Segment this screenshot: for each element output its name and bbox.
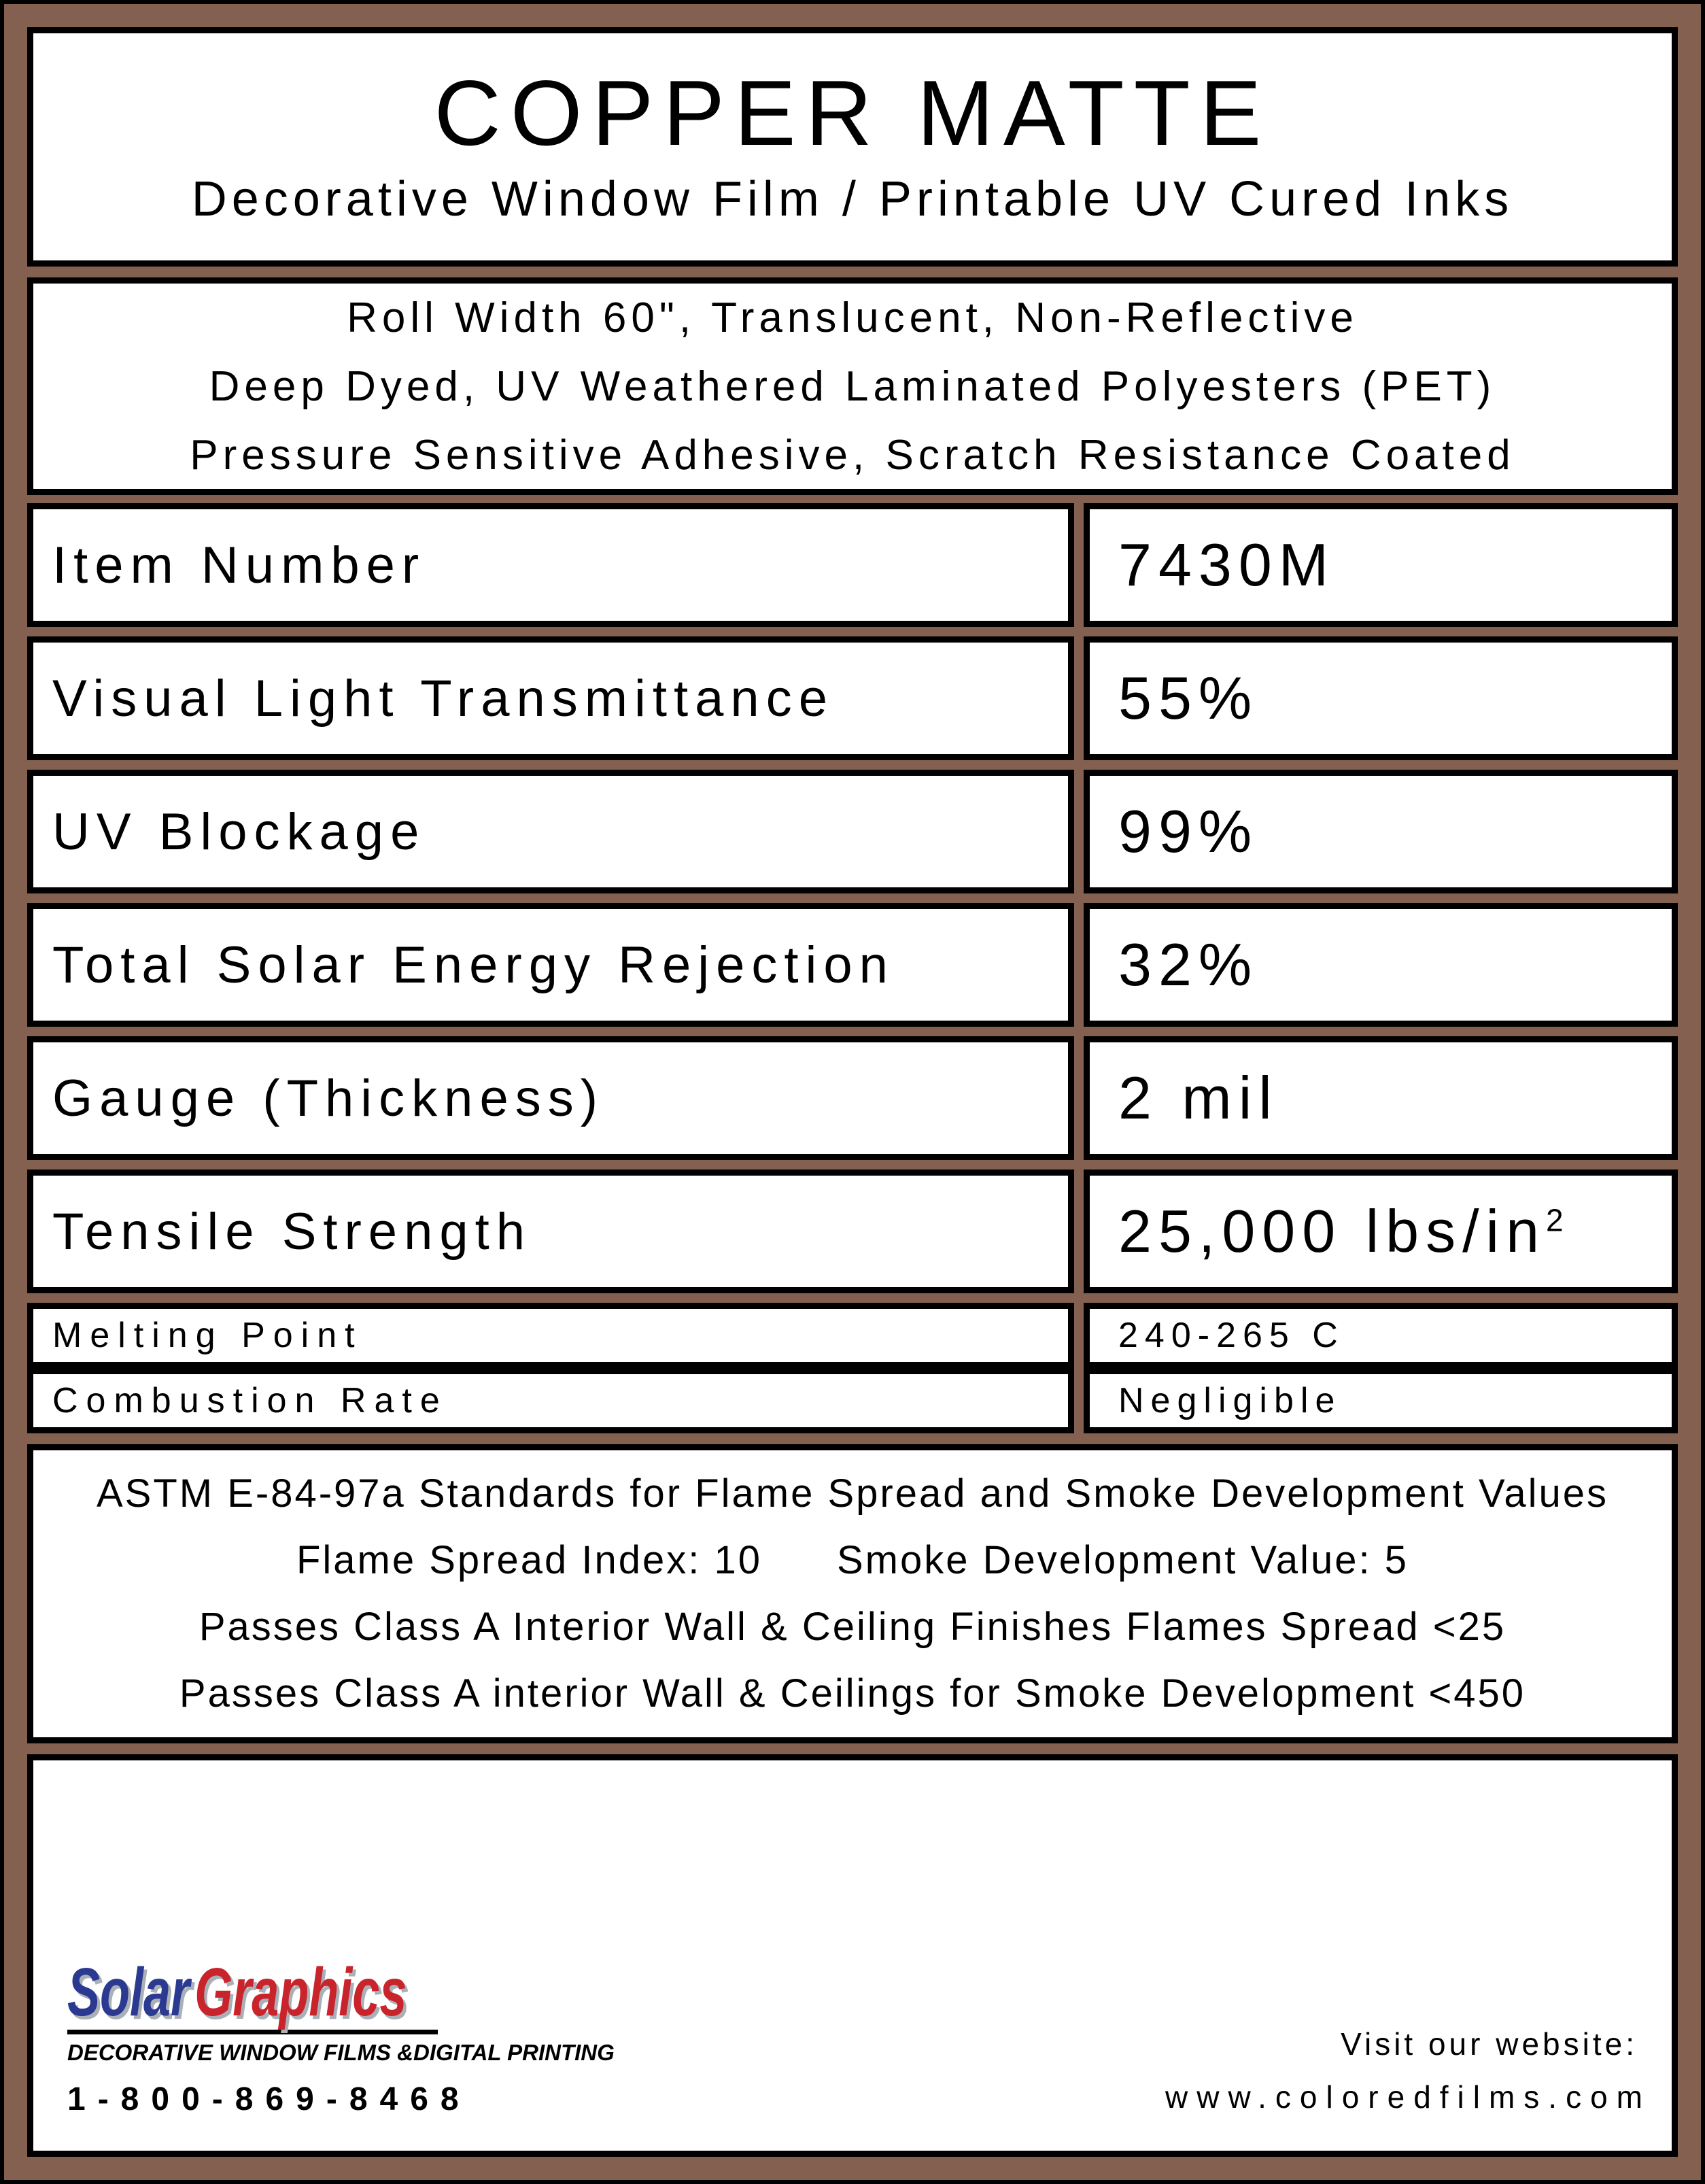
spec-value-cell: [1084, 1368, 1678, 1433]
logo-wordmark: [67, 1954, 407, 2030]
footer-right: [1165, 2026, 1651, 2118]
spec-small-rows: [27, 1303, 1678, 1433]
spec-row-tensile: [27, 1170, 1678, 1293]
spec-value-cell: [1084, 1036, 1678, 1160]
astm-line-4: Passes Class A interior Wall & Ceilings for Smoke Development <450: [179, 1671, 1526, 1716]
logo-word-solar: Solar: [67, 1954, 190, 2030]
spec-row-gauge: [27, 1036, 1678, 1160]
spec-value: 240-265 C: [1118, 1316, 1345, 1355]
spec-value: 2 mil: [1118, 1064, 1279, 1131]
logo-tagline-left: DECORATIVE WINDOW FILMS &: [67, 2040, 414, 2065]
astm-line-1: ASTM E-84-97a Standards for Flame Spread and Smoke Development Values: [96, 1471, 1609, 1516]
spec-value: Negligible: [1118, 1381, 1342, 1420]
description-section: [27, 277, 1678, 495]
spec-row-uv-blockage: [27, 770, 1678, 893]
footer-left: [67, 1954, 615, 2118]
solar-graphics-logo: [67, 1954, 615, 2066]
spec-row-tser: [27, 903, 1678, 1027]
spec-label: Combustion Rate: [52, 1381, 448, 1420]
spec-label-cell: [27, 636, 1074, 760]
spec-label-cell: [27, 1036, 1074, 1160]
spec-value: 55%: [1118, 664, 1259, 732]
spec-label: Total Solar Energy Rejection: [52, 936, 895, 994]
spec-value: 99%: [1118, 798, 1259, 865]
logo-tagline-right: DIGITAL PRINTING: [413, 2040, 615, 2065]
spec-label-cell: [27, 1303, 1074, 1368]
description-line: Deep Dyed, UV Weathered Laminated Polyesters (PET): [209, 362, 1496, 410]
spec-label: UV Blockage: [52, 802, 426, 861]
spec-row-item-number: [27, 503, 1678, 627]
spec-label: Gauge (Thickness): [52, 1069, 605, 1127]
flame-spread-index: Flame Spread Index: 10: [296, 1538, 762, 1582]
spec-label-cell: [27, 503, 1074, 627]
spec-row-vlt: [27, 636, 1678, 760]
header-section: [27, 27, 1678, 267]
spec-row-combustion-rate: [27, 1368, 1678, 1433]
spec-row-melting-point: [27, 1303, 1678, 1368]
astm-section: [27, 1444, 1678, 1743]
spec-value: 25,000 lbs/$in^2$: [1118, 1197, 1565, 1265]
superscript: 2: [1546, 1202, 1565, 1238]
phone-number: 1-800-869-8468: [67, 2081, 471, 2117]
spec-label: Item Number: [52, 536, 426, 594]
spec-value-cell: [1084, 503, 1678, 627]
spec-label-cell: [27, 903, 1074, 1027]
page-title: COPPER MATTE: [434, 61, 1271, 165]
spec-value: 32%: [1118, 931, 1259, 998]
description-line: Roll Width 60", Translucent, Non-Reflective: [347, 294, 1358, 341]
description-line: Pressure Sensitive Adhesive, Scratch Resistance Coated: [190, 431, 1515, 479]
spec-label: Tensile Strength: [52, 1202, 532, 1261]
spec-label-cell: [27, 770, 1074, 893]
astm-line-2: [296, 1527, 1409, 1594]
logo-tagline: [67, 2040, 615, 2066]
logo-word-graphics: Graphics: [194, 1954, 407, 2030]
astm-line-3: Passes Class A Interior Wall & Ceiling Finishes Flames Spread <25: [199, 1605, 1506, 1649]
spec-value-cell: [1084, 903, 1678, 1027]
spec-label: Visual Light Transmittance: [52, 669, 834, 728]
spec-value: 7430M: [1118, 531, 1336, 598]
spec-label-cell: [27, 1170, 1074, 1293]
spec-value-cell: [1084, 636, 1678, 760]
spec-value-cell: [1084, 1170, 1678, 1293]
spec-value-cell: [1084, 1303, 1678, 1368]
spec-label: Melting Point: [52, 1316, 363, 1355]
smoke-development-value: Smoke Development Value: 5: [837, 1538, 1409, 1582]
website-label: Visit our website:: [1341, 2026, 1638, 2062]
footer-section: [27, 1754, 1678, 2157]
page-subtitle: Decorative Window Film / Printable UV Cured Inks: [191, 172, 1514, 226]
spec-value-cell: [1084, 770, 1678, 893]
spec-label-cell: [27, 1368, 1074, 1433]
website-url: www.coloredfilms.com: [1165, 2079, 1651, 2115]
logo-underline: [67, 2030, 438, 2034]
